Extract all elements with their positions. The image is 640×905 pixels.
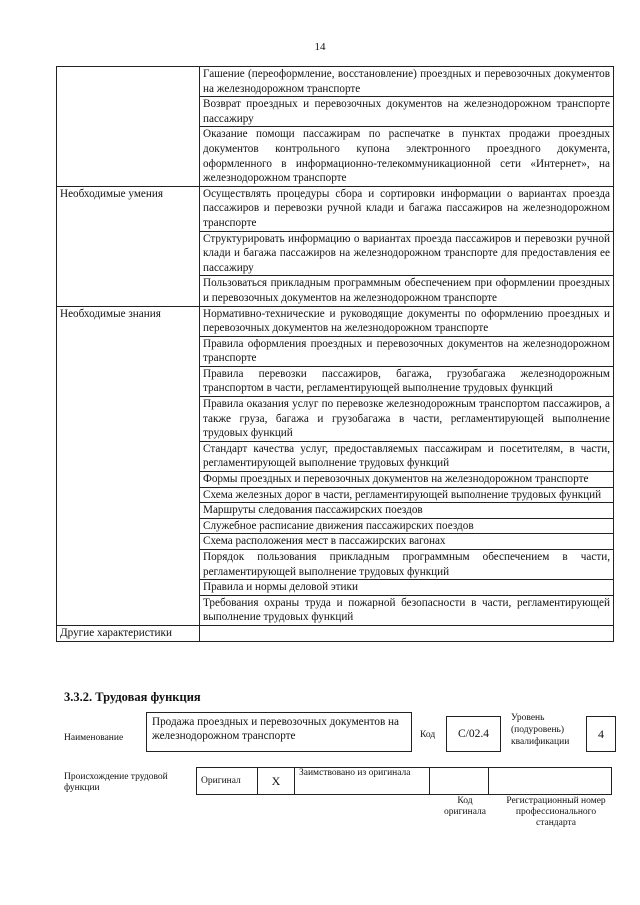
group-label: Необходимые умения	[57, 186, 200, 306]
requirement-item: Возврат проездных и перевозочных документов на железнодорожном транспорте пассажиру	[200, 97, 614, 127]
table-row	[57, 186, 614, 231]
requirement-item: Правила оформления проездных и перевозочных документов на железнодорожном транспорте	[200, 336, 614, 366]
table-row	[57, 625, 614, 641]
level-value: 4	[586, 716, 616, 752]
requirement-item: Правила оказания услуг по перевозке железнодорожным транспортом пассажиров, а также груза, багажа и грузобагажа в части, регламентирующей выполнение трудовых функций	[200, 397, 614, 442]
table-row	[57, 67, 614, 97]
reg-number-label: Регистрационный номер профессионального стандарта	[506, 796, 606, 828]
group-label: Другие характеристики	[57, 625, 200, 641]
original-label: Оригинал	[197, 768, 258, 795]
code-label: Код	[420, 730, 436, 740]
requirement-item: Гашение (переоформление, восстановление) проездных и перевозочных документов на железнодорожном транспорте	[200, 67, 614, 97]
requirement-item: Нормативно-технические и руководящие документы по оформлению проездных и перевозочных документов на железнодорожном транспорте	[200, 306, 614, 336]
requirement-item: Правила перевозки пассажиров, багажа, грузобагажа железнодорожным транспортом в части, регламентирующей выполнение трудовых функций	[200, 366, 614, 396]
reg-number-cell	[489, 768, 612, 795]
name-label: Наименование	[64, 733, 124, 743]
code-value: С/02.4	[446, 716, 501, 752]
section-title: 3.3.2. Трудовая функция	[64, 690, 201, 704]
function-name-field: Продажа проездных и перевозочных документов на железнодорожном транспорте	[146, 712, 412, 752]
requirement-item: Осуществлять процедуры сбора и сортировки информации о вариантах проезда пассажиров и перевозки ручной клади и багажа пассажиров на железнодорожном транспорте	[200, 186, 614, 231]
requirement-item: Структурировать информацию о вариантах проезда пассажиров и перевозки ручной клади и багажа пассажиров на железнодорожном транспорте для предоставления ее пассажиру	[200, 231, 614, 276]
requirement-item: Пользоваться прикладным программным обеспечением при оформлении проездных и перевозочных документов на железнодорожном транспорте	[200, 276, 614, 306]
origin-code-label: Код оригинала	[444, 796, 486, 817]
borrowed-label: Заимствовано из оригинала	[295, 768, 430, 795]
requirement-item: Служебное расписание движения пассажирских поездов	[200, 518, 614, 534]
requirement-item: Схема расположения мест в пассажирских вагонах	[200, 534, 614, 550]
origin-code-cell	[430, 768, 489, 795]
requirement-item: Правила и нормы деловой этики	[200, 580, 614, 596]
requirement-item: Формы проездных и перевозочных документов на железнодорожном транспорте	[200, 472, 614, 488]
requirement-item: Требования охраны труда и пожарной безопасности в части, регламентирующей выполнение трудовых функций	[200, 595, 614, 625]
requirements-table	[56, 66, 614, 642]
table-row	[57, 306, 614, 336]
requirement-item	[200, 625, 614, 641]
original-mark: Х	[258, 768, 295, 795]
requirement-item: Маршруты следования пассажирских поездов	[200, 503, 614, 519]
group-label	[57, 67, 200, 187]
group-label: Необходимые знания	[57, 306, 200, 625]
origin-label: Происхождение трудовой функции	[64, 772, 168, 793]
level-label: Уровень (подуровень) квалификации	[511, 713, 570, 747]
origin-table	[196, 767, 612, 795]
requirement-item: Стандарт качества услуг, предоставляемых пассажирам и посетителям, в части, регламентирующей выполнение трудовых функций	[200, 441, 614, 471]
page-number: 14	[314, 41, 326, 53]
requirement-item: Оказание помощи пассажирам по распечатке в пунктах продажи проездных документов контрольного купона электронного проездного документа, оформленного в информационно-телекоммуникационной сети «Интернет», на железнодорожном транспорте	[200, 127, 614, 186]
requirement-item: Порядок пользования прикладным программным обеспечением в части, регламентирующей выполнение трудовых функций	[200, 550, 614, 580]
requirement-item: Схема железных дорог в части, регламентирующей выполнение трудовых функций	[200, 487, 614, 503]
